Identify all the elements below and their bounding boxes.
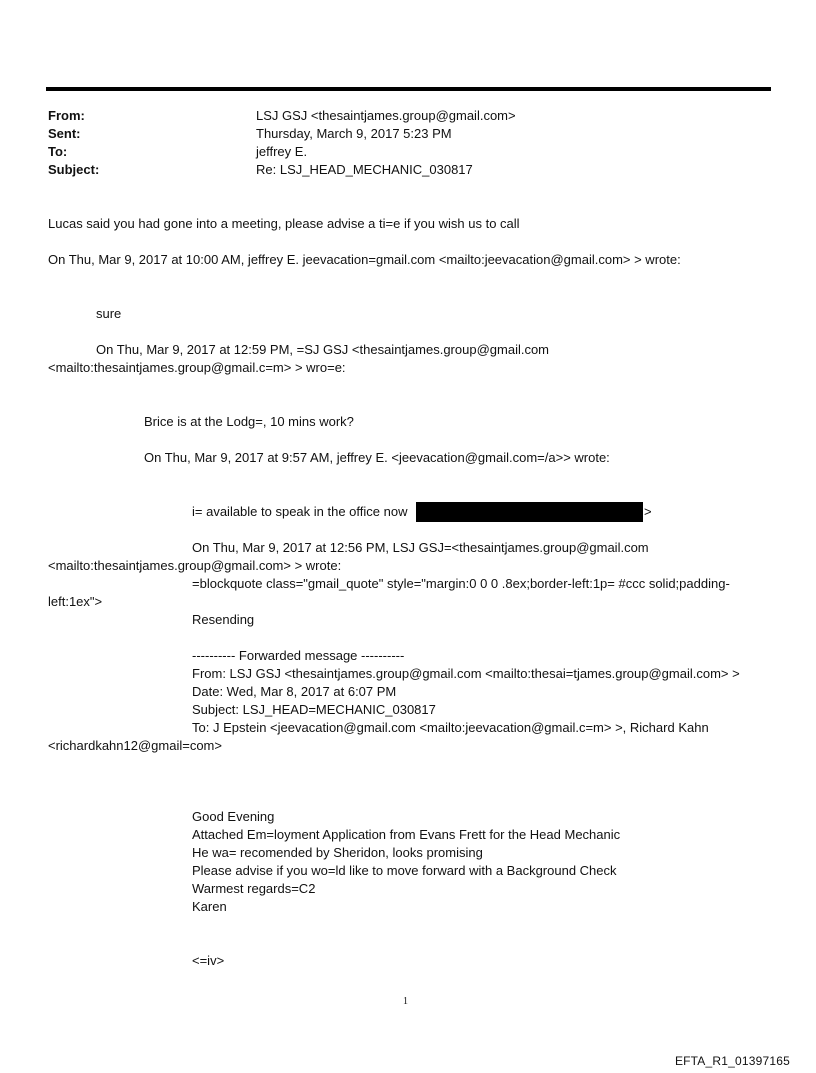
body-line-9: On Thu, Mar 9, 2017 at 12:56 PM, LSJ GSJ=<thesaintjames.group@gmail.com [192, 540, 649, 555]
subject-label: Subject: [48, 162, 100, 177]
body-line-10: <mailto:thesaintjames.group@gmail.com> > wrote: [48, 558, 342, 573]
body-line-5: <mailto:thesaintjames.group@gmail.c=m> > wro=e: [48, 360, 346, 375]
subject-value: Re: LSJ_HEAD_MECHANIC_030817 [256, 162, 473, 177]
header-rule [46, 87, 771, 91]
body-line-25: Karen [192, 899, 227, 914]
body-line-19: <richardkahn12@gmail=com> [48, 738, 222, 753]
from-value: LSJ GSJ <thesaintjames.group@gmail.com> [256, 108, 516, 123]
body-line-1: Lucas said you had gone into a meeting, please advise a ti=e if you wish us to call [48, 216, 520, 231]
body-line-23: Please advise if you wo=ld like to move forward with a Background Check [192, 863, 617, 878]
body-line-26: <=iv> [192, 953, 225, 968]
redaction-box [416, 502, 643, 522]
body-line-2: On Thu, Mar 9, 2017 at 10:00 AM, jeffrey E. jeevacation=gmail.com <mailto:jeevacation@gmail.com> > wrote: [48, 252, 681, 267]
body-line-7: On Thu, Mar 9, 2017 at 9:57 AM, jeffrey E. <jeevacation@gmail.com=/a>> wrote: [144, 450, 610, 465]
body-line-3: sure [96, 306, 122, 321]
body-line-14: ---------- Forwarded message ---------- [192, 648, 405, 663]
body-line-12: left:1ex"> [48, 594, 103, 609]
body-line-20: Good Evening [192, 809, 275, 824]
body-line-6: Brice is at the Lodg=, 10 mins work? [144, 414, 354, 429]
sent-row [48, 125, 81, 143]
body-line-24: Warmest regards=C2 [192, 881, 316, 896]
body-line-22: He wa= recomended by Sheridon, looks promising [192, 845, 483, 860]
from-row [48, 107, 85, 125]
to-row [48, 143, 67, 161]
body-line-18: To: J Epstein <jeevacation@gmail.com <mailto:jeevacation@gmail.c=m> >, Richard Kahn [192, 720, 709, 735]
subject-row [48, 161, 99, 179]
from-label: From: [48, 108, 85, 123]
sent-label: Sent: [48, 126, 81, 141]
body-line-8-end: > [644, 504, 652, 519]
bates-number: EFTA_R1_01397165 [674, 1054, 790, 1068]
body-line-17: Subject: LSJ_HEAD=MECHANIC_030817 [192, 702, 436, 717]
body-line-16: Date: Wed, Mar 8, 2017 at 6:07 PM [192, 684, 397, 699]
body-line-8: i= available to speak in the office now [192, 504, 408, 519]
to-label: To: [48, 144, 68, 159]
body-line-21: Attached Em=loyment Application from Evans Frett for the Head Mechanic [192, 827, 621, 842]
page-number: 1 [403, 996, 408, 1007]
body-line-11: =blockquote class="gmail_quote" style="margin:0 0 0 .8ex;border-left:1p= #ccc solid;padding- [192, 576, 730, 591]
body-line-4: On Thu, Mar 9, 2017 at 12:59 PM, =SJ GSJ <thesaintjames.group@gmail.com [96, 342, 550, 357]
to-value: jeffrey E. [256, 144, 308, 159]
sent-value: Thursday, March 9, 2017 5:23 PM [256, 126, 452, 141]
body-line-13: Resending [192, 612, 255, 627]
body-line-15: From: LSJ GSJ <thesaintjames.group@gmail.com <mailto:thesai=tjames.group@gmail.com> > [192, 666, 740, 681]
